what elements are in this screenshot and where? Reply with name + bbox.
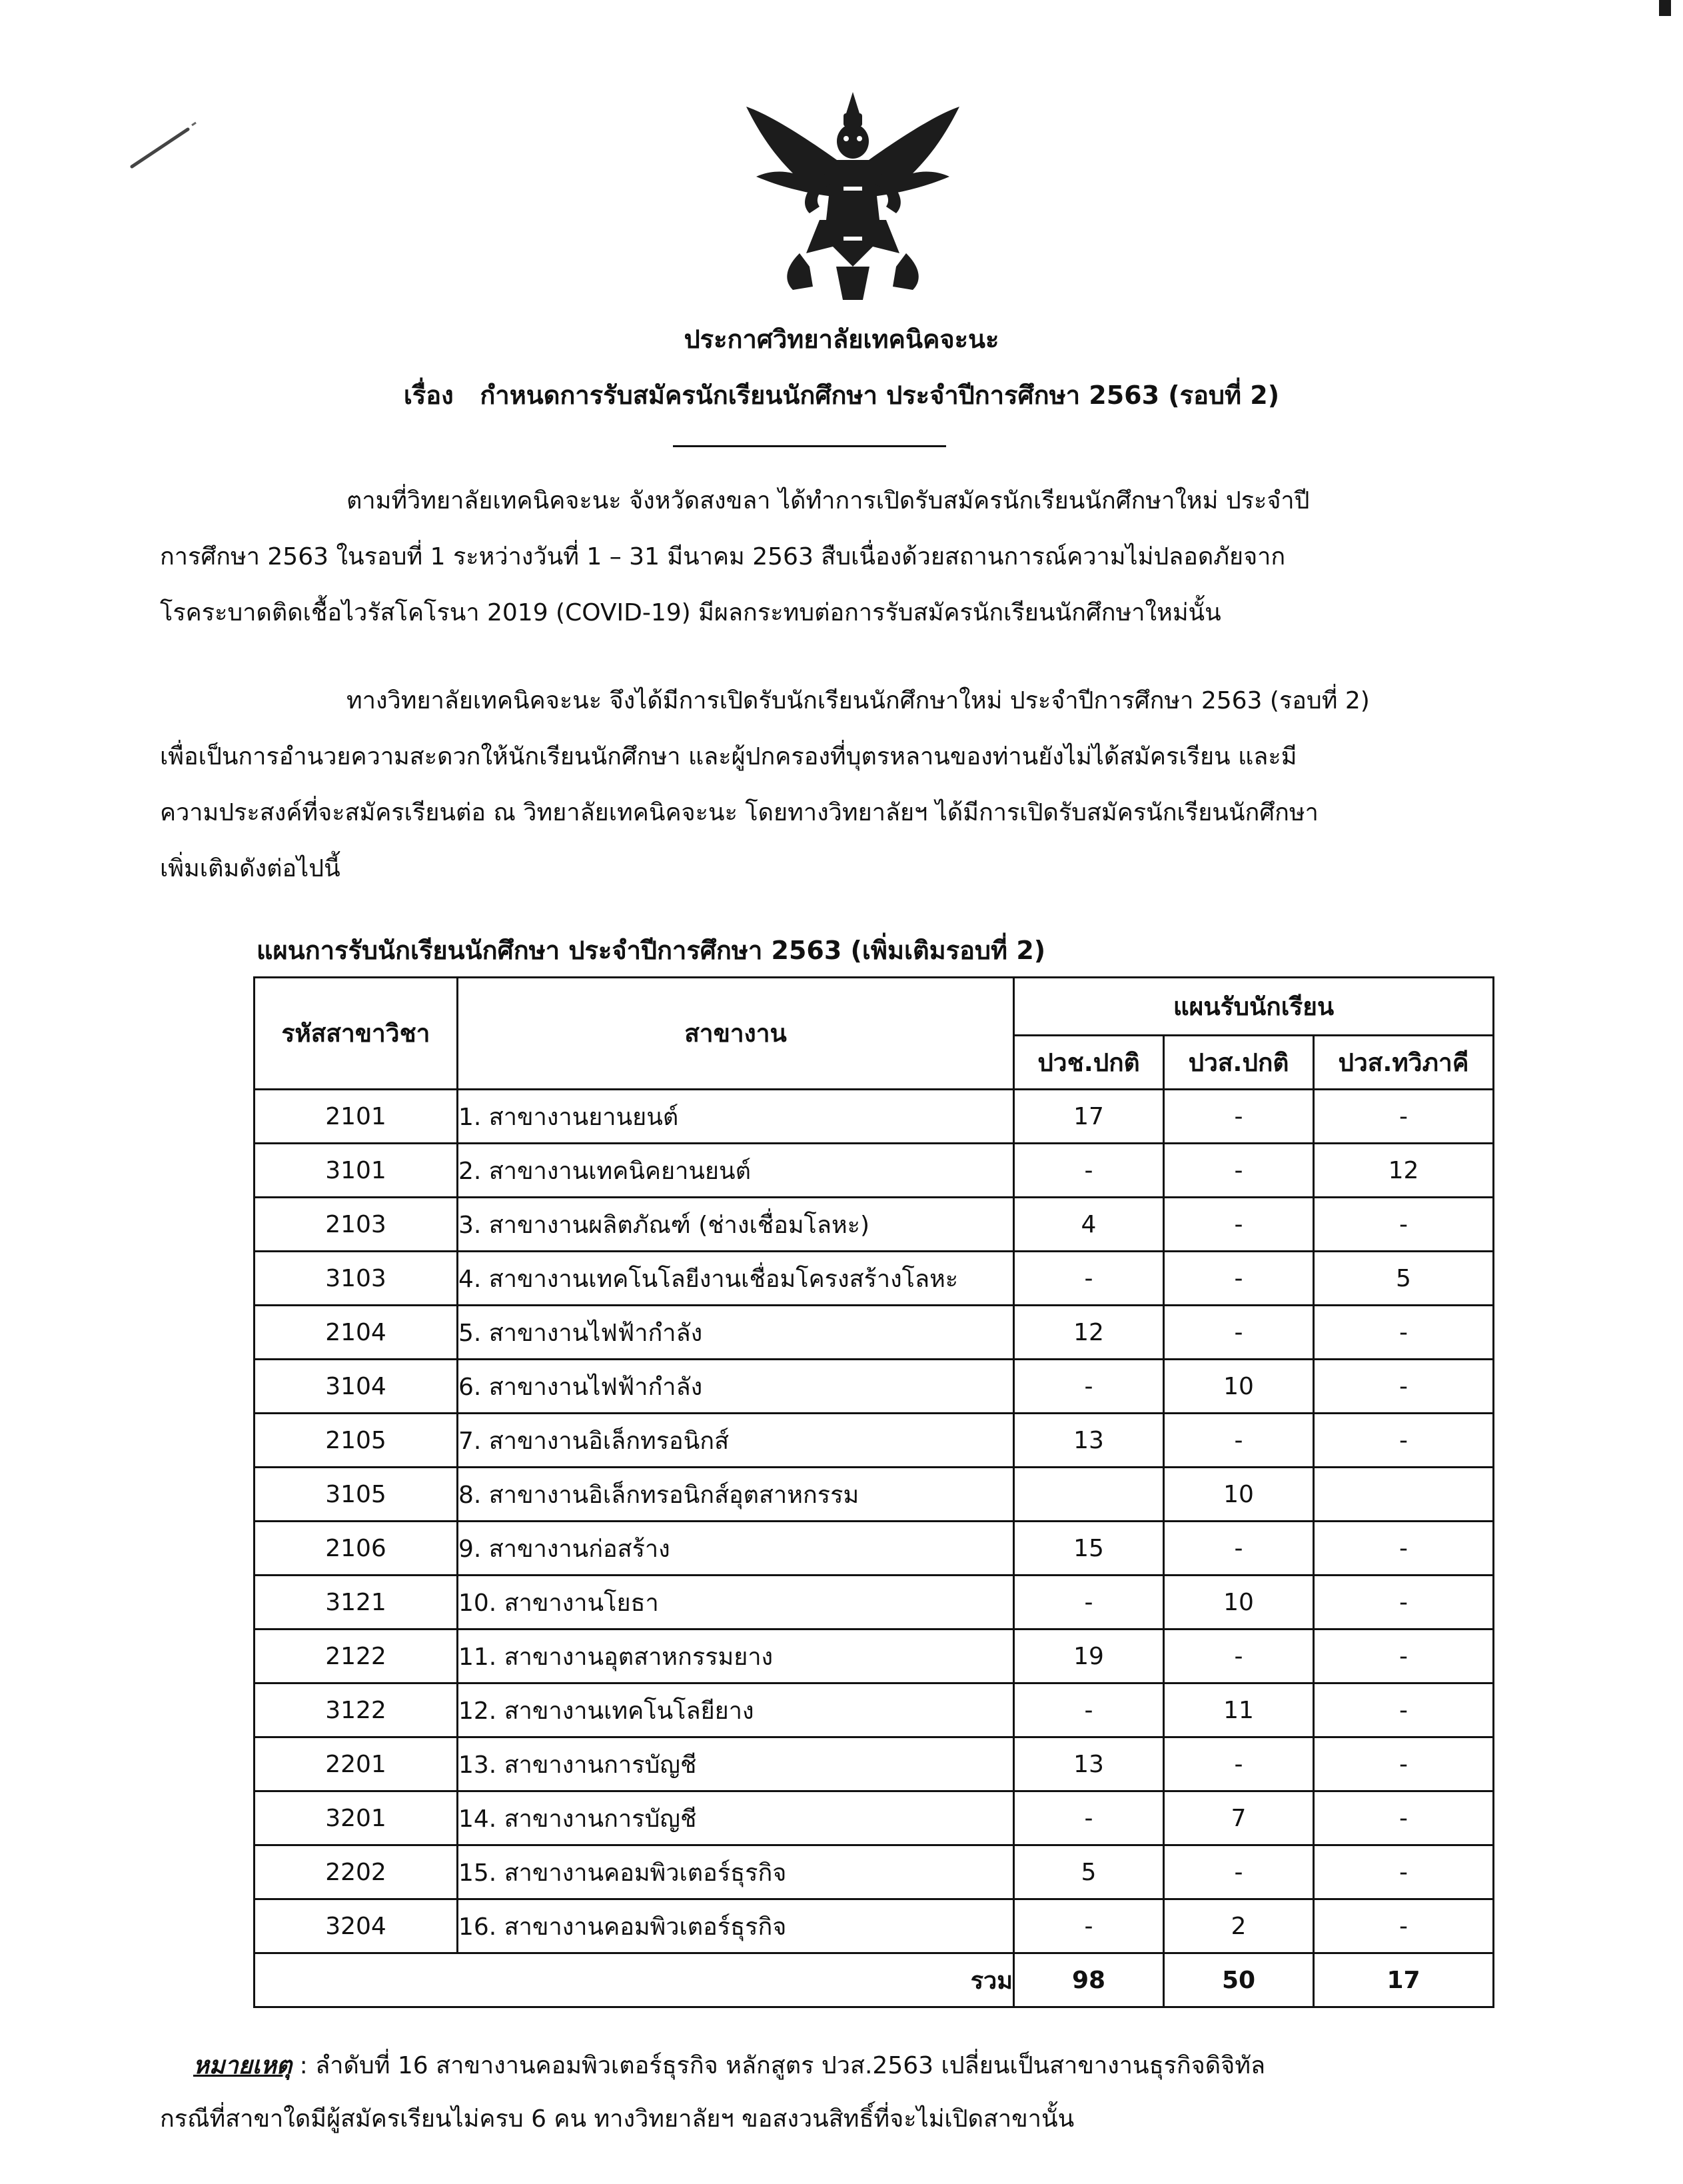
branch-name-cell: 5. สาขางานไฟฟ้ากำลัง — [458, 1306, 1014, 1360]
n3-cell: 12 — [1314, 1144, 1494, 1198]
branch-code-cell: 2201 — [255, 1737, 458, 1791]
n2-cell: - — [1164, 1414, 1314, 1468]
total-n3: 17 — [1314, 1953, 1494, 2007]
paragraph-2 — [160, 673, 1456, 897]
title-underline — [673, 445, 946, 447]
table-row — [255, 1737, 1494, 1791]
pen-stroke-mark — [127, 113, 207, 173]
header-n3: ปวส.ทวิภาคี — [1314, 1036, 1494, 1090]
branch-code-cell: 2104 — [255, 1306, 458, 1360]
n2-cell: 2 — [1164, 1899, 1314, 1953]
branch-name-cell: 7. สาขางานอิเล็กทรอนิกส์ — [458, 1414, 1014, 1468]
branch-code-cell: 2202 — [255, 1845, 458, 1899]
table-row — [255, 1791, 1494, 1845]
table-row — [255, 1899, 1494, 1953]
paragraph-line: ตามที่วิทยาลัยเทคนิคจะนะ จังหวัดสงขลา ได้ทำการเปิดรับสมัครนักเรียนนักศึกษาใหม่ ประจำปี — [346, 487, 1310, 515]
n3-cell — [1314, 1468, 1494, 1522]
paragraph-line: เพื่อเป็นการอำนวยความสะดวกให้นักเรียนนักศึกษา และผู้ปกครองที่บุตรหลานของท่านยังไม่ได้สมัครเรียน และมี — [160, 743, 1297, 770]
branch-name-cell: 9. สาขางานก่อสร้าง — [458, 1522, 1014, 1576]
n3-cell: - — [1314, 1306, 1494, 1360]
branch-name-cell: 8. สาขางานอิเล็กทรอนิกส์อุตสาหกรรม — [458, 1468, 1014, 1522]
n1-cell: - — [1014, 1791, 1164, 1845]
n1-cell: 12 — [1014, 1306, 1164, 1360]
n1-cell: - — [1014, 1144, 1164, 1198]
branch-code-cell: 3121 — [255, 1576, 458, 1630]
n2-cell: - — [1164, 1845, 1314, 1899]
n3-cell: - — [1314, 1683, 1494, 1737]
announcement-subject — [0, 375, 1683, 415]
note-line-1 — [193, 2046, 1265, 2086]
n1-cell: - — [1014, 1576, 1164, 1630]
n1-cell: 5 — [1014, 1845, 1164, 1899]
branch-name-cell: 16. สาขางานคอมพิวเตอร์ธุรกิจ — [458, 1899, 1014, 1953]
branch-name-cell: 12. สาขางานเทคโนโลยียาง — [458, 1683, 1014, 1737]
paragraph-line: การศึกษา 2563 ในรอบที่ 1 ระหว่างวันที่ 1 – 31 มีนาคม 2563 สืบเนื่องด้วยสถานการณ์ความไม่ปลอดภัยจาก — [160, 543, 1286, 570]
branch-code-cell: 3103 — [255, 1252, 458, 1306]
total-row — [255, 1953, 1494, 2007]
branch-code-cell: 3104 — [255, 1360, 458, 1414]
n3-cell: - — [1314, 1360, 1494, 1414]
n3-cell: - — [1314, 1737, 1494, 1791]
n3-cell: 5 — [1314, 1252, 1494, 1306]
note-label: หมายเหตุ — [193, 2052, 292, 2079]
n3-cell: - — [1314, 1630, 1494, 1683]
paragraph-line: โรคระบาดติดเชื้อไวรัสโคโรนา 2019 (COVID-19) มีผลกระทบต่อการรับสมัครนักเรียนนักศึกษาใหม่นั้น — [160, 599, 1221, 626]
branch-code-cell: 2103 — [255, 1198, 458, 1252]
n2-cell: - — [1164, 1522, 1314, 1576]
n3-cell: - — [1314, 1198, 1494, 1252]
table-row — [255, 1522, 1494, 1576]
header-n2: ปวส.ปกติ — [1164, 1036, 1314, 1090]
total-n2: 50 — [1164, 1953, 1314, 2007]
n2-cell: - — [1164, 1252, 1314, 1306]
n3-cell: - — [1314, 1899, 1494, 1953]
n1-cell: 4 — [1014, 1198, 1164, 1252]
header-code: รหัสสาขาวิชา — [255, 978, 458, 1090]
table-row — [255, 1252, 1494, 1306]
paragraph-1 — [160, 473, 1456, 641]
header-n1: ปวช.ปกติ — [1014, 1036, 1164, 1090]
branch-name-cell: 4. สาขางานเทคโนโลยีงานเชื่อมโครงสร้างโลหะ — [458, 1252, 1014, 1306]
scan-edge-mark — [1659, 0, 1671, 16]
branch-code-cell: 3101 — [255, 1144, 458, 1198]
branch-code-cell: 2101 — [255, 1090, 458, 1144]
n2-cell: - — [1164, 1737, 1314, 1791]
table-row — [255, 1683, 1494, 1737]
n2-cell: 10 — [1164, 1360, 1314, 1414]
branch-code-cell: 3105 — [255, 1468, 458, 1522]
n1-cell: 13 — [1014, 1414, 1164, 1468]
branch-name-cell: 6. สาขางานไฟฟ้ากำลัง — [458, 1360, 1014, 1414]
paragraph-line: ทางวิทยาลัยเทคนิคจะนะ จึงได้มีการเปิดรับนักเรียนนักศึกษาใหม่ ประจำปีการศึกษา 2563 (รอบที่ 2) — [346, 687, 1370, 714]
n1-cell: - — [1014, 1252, 1164, 1306]
n1-cell: 19 — [1014, 1630, 1164, 1683]
table-row — [255, 1360, 1494, 1414]
n1-cell: - — [1014, 1360, 1164, 1414]
admission-plan-table — [253, 976, 1494, 2008]
table-body — [255, 1090, 1494, 1953]
n1-cell: 15 — [1014, 1522, 1164, 1576]
table-title: แผนการรับนักเรียนนักศึกษา ประจำปีการศึกษา 2563 (เพิ่มเติมรอบที่ 2) — [257, 936, 1046, 965]
table-row — [255, 1630, 1494, 1683]
branch-code-cell: 2106 — [255, 1522, 458, 1576]
header-plan: แผนรับนักเรียน — [1014, 978, 1494, 1036]
n1-cell — [1014, 1468, 1164, 1522]
n3-cell: - — [1314, 1522, 1494, 1576]
n2-cell: - — [1164, 1198, 1314, 1252]
n3-cell: - — [1314, 1090, 1494, 1144]
n2-cell: 7 — [1164, 1791, 1314, 1845]
table-row — [255, 1144, 1494, 1198]
n2-cell: 10 — [1164, 1468, 1314, 1522]
table-row — [255, 1576, 1494, 1630]
table-row — [255, 1414, 1494, 1468]
table-row — [255, 1468, 1494, 1522]
header-name: สาขางาน — [458, 978, 1014, 1090]
branch-name-cell: 3. สาขางานผลิตภัณฑ์ (ช่างเชื่อมโลหะ) — [458, 1198, 1014, 1252]
branch-code-cell: 2105 — [255, 1414, 458, 1468]
note-line-2: กรณีที่สาขาใดมีผู้สมัครเรียนไม่ครบ 6 คน ทางวิทยาลัยฯ ขอสงวนสิทธิ์ที่จะไม่เปิดสาขานั้น — [160, 2105, 1075, 2133]
branch-name-cell: 11. สาขางานอุตสาหกรรมยาง — [458, 1630, 1014, 1683]
n3-cell: - — [1314, 1414, 1494, 1468]
n2-cell: - — [1164, 1630, 1314, 1683]
table-row — [255, 1198, 1494, 1252]
total-label: รวม — [255, 1953, 1014, 2007]
branch-name-cell: 15. สาขางานคอมพิวเตอร์ธุรกิจ — [458, 1845, 1014, 1899]
garuda-emblem — [720, 87, 986, 307]
total-n1: 98 — [1014, 1953, 1164, 2007]
n2-cell: 11 — [1164, 1683, 1314, 1737]
note-text-1: : ลำดับที่ 16 สาขางานคอมพิวเตอร์ธุรกิจ หลักสูตร ปวส.2563 เปลี่ยนเป็นสาขางานธุรกิจดิจิทัล — [292, 2052, 1266, 2079]
table-row — [255, 1090, 1494, 1144]
table-row — [255, 1845, 1494, 1899]
branch-name-cell: 2. สาขางานเทคนิคยานยนต์ — [458, 1144, 1014, 1198]
table-row — [255, 1306, 1494, 1360]
n1-cell: 13 — [1014, 1737, 1164, 1791]
n1-cell: 17 — [1014, 1090, 1164, 1144]
branch-name-cell: 10. สาขางานโยธา — [458, 1576, 1014, 1630]
paragraph-line: เพิ่มเติมดังต่อไปนี้ — [160, 855, 340, 882]
n1-cell: - — [1014, 1683, 1164, 1737]
branch-name-cell: 1. สาขางานยานยนต์ — [458, 1090, 1014, 1144]
n1-cell: - — [1014, 1899, 1164, 1953]
n2-cell: - — [1164, 1090, 1314, 1144]
n2-cell: - — [1164, 1144, 1314, 1198]
paragraph-line: ความประสงค์ที่จะสมัครเรียนต่อ ณ วิทยาลัยเทคนิคจะนะ โดยทางวิทยาลัยฯ ได้มีการเปิดรับสมัครนักเรียนนักศึกษา — [160, 799, 1319, 826]
announcement-title: ประกาศวิทยาลัยเทคนิคจะนะ — [684, 325, 999, 354]
n3-cell: - — [1314, 1576, 1494, 1630]
subject-text: กำหนดการรับสมัครนักเรียนนักศึกษา ประจำปีการศึกษา 2563 (รอบที่ 2) — [480, 381, 1280, 410]
branch-name-cell: 13. สาขางานการบัญชี — [458, 1737, 1014, 1791]
branch-code-cell: 3204 — [255, 1899, 458, 1953]
branch-code-cell: 2122 — [255, 1630, 458, 1683]
n2-cell: - — [1164, 1306, 1314, 1360]
n3-cell: - — [1314, 1791, 1494, 1845]
subject-label: เรื่อง — [403, 381, 454, 410]
branch-name-cell: 14. สาขางานการบัญชี — [458, 1791, 1014, 1845]
n2-cell: 10 — [1164, 1576, 1314, 1630]
branch-code-cell: 3122 — [255, 1683, 458, 1737]
n3-cell: - — [1314, 1845, 1494, 1899]
branch-code-cell: 3201 — [255, 1791, 458, 1845]
